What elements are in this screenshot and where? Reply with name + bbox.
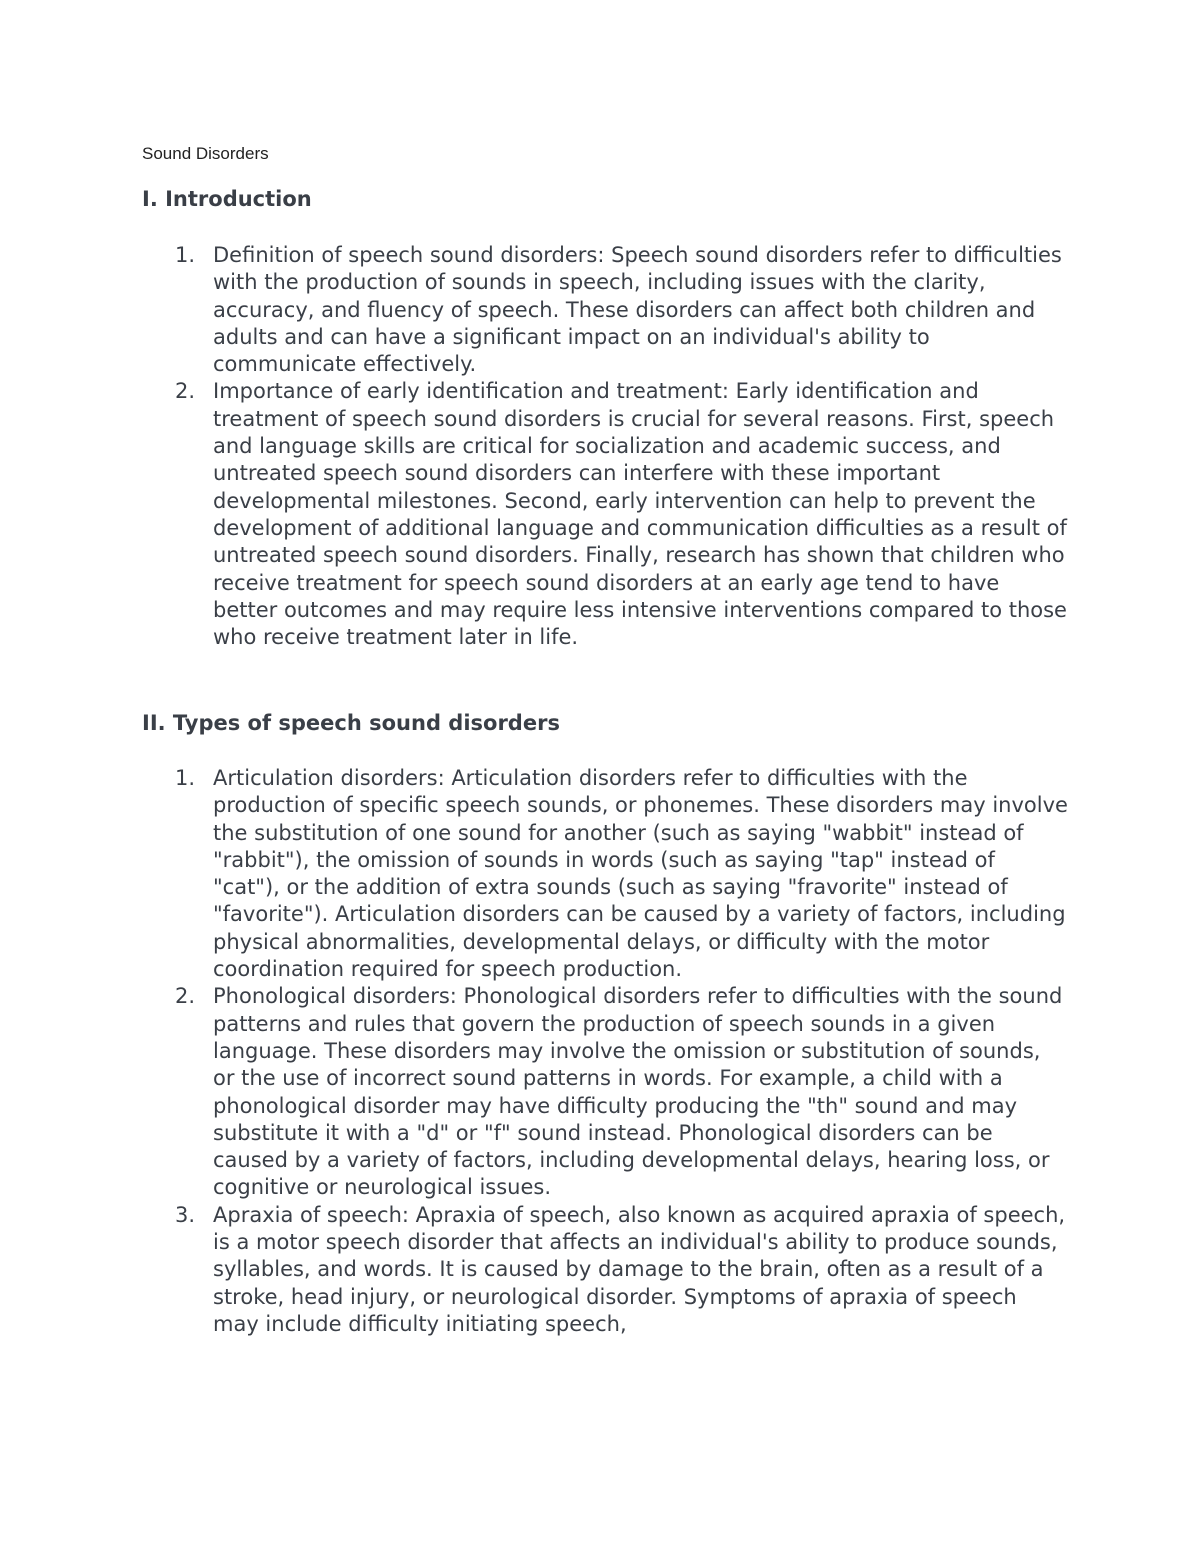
list-item [0,983,1068,1201]
list-item-text: Importance of early identification and treatment: Early identification and treatment of speech sound disorders is crucial for several reasons. First, speech and language skills are critical for socialization and academic success, and untreated speech sound disorders can interfere with these important developmental milestones. Second, early intervention can help to prevent the development of additional language and communication difficulties as a result of untreated speech sound disorders. Finally, research has shown that children who receive treatment for speech sound disorders at an early age tend to have better outcomes and may require less intensive interventions compared to those who receive treatment later in life. [213,379,1067,650]
list-item-number: 2. [175,984,196,1009]
document-title: Sound Disorders [142,144,269,163]
section-heading-introduction: I. Introduction [142,187,312,211]
list-item [0,242,1068,378]
list-item-text: Phonological disorders: Phonological disorders refer to difficulties with the sound patterns and rules that govern the production of speech sounds in a given language. These disorders may involve the omission or substitution of sounds, or the use of incorrect sound patterns in words. For example, a child with a phonological disorder may have difficulty producing the "th" sound and may substitute it with a "d" or "f" sound instead. Phonological disorders can be caused by a variety of factors, including developmental delays, hearing loss, or cognitive or neurological issues. [213,984,1063,1200]
list-item-number: 3. [175,1202,196,1227]
types-list [0,765,1068,1338]
list-item [0,765,1068,983]
list-item-number: 1. [175,766,196,790]
list-item-text: Articulation disorders: Articulation disorders refer to difficulties with the production of specific speech sounds, or phonemes. These disorders may involve the substitution of one sound for another (such as saying "wabbit" instead of "rabbit"), the omission of sounds in words (such as saying "tap" instead of "cat"), or the addition of extra sounds (such as saying "fravorite" instead of "favorite"). Articulation disorders can be caused by a variety of factors, including physical abnormalities, developmental delays, or difficulty with the motor coordination required for speech production. [213,766,1068,982]
list-item-number: 1. [175,243,196,267]
list-item-number: 2. [175,379,196,404]
introduction-list [0,242,1068,651]
section-heading-types: II. Types of speech sound disorders [142,711,560,735]
list-item-text: Apraxia of speech: Apraxia of speech, also known as acquired apraxia of speech, is a motor speech disorder that affects an individual's ability to produce sounds, syllables, and words. It is caused by damage to the brain, often as a result of a stroke, head injury, or neurological disorder. Symptoms of apraxia of speech may include difficulty initiating speech, [213,1202,1066,1336]
list-item [0,378,1068,651]
list-item [0,1202,1068,1338]
list-item-text: Definition of speech sound disorders: Speech sound disorders refer to difficulties with the production of sounds in speech, including issues with the clarity, accuracy, and fluency of speech. These disorders can affect both children and adults and can have a significant impact on an individual's ability to communicate effectively. [213,243,1062,377]
